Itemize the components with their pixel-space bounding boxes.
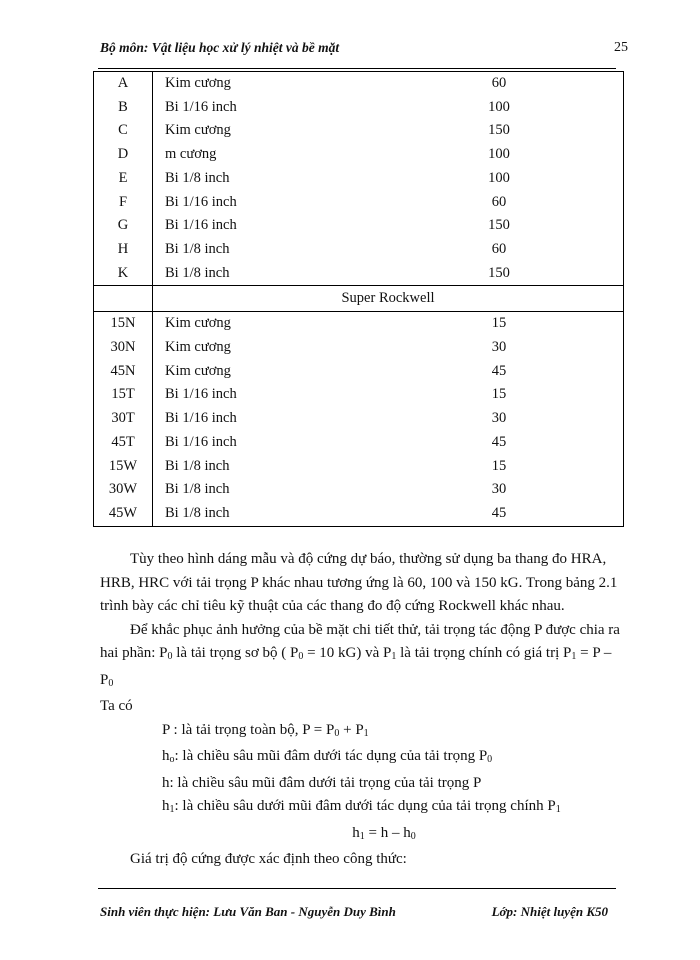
indenter-type: Kim cương: [153, 336, 336, 360]
ta-co-label: Ta có: [100, 698, 133, 714]
load-value: 60: [335, 72, 624, 96]
load-value: 45: [335, 431, 624, 455]
scale-symbol: F: [94, 191, 153, 215]
footer-class: Lớp: Nhiệt luyện K50: [491, 904, 608, 919]
table-row: [94, 383, 624, 407]
load-value: 100: [335, 143, 624, 167]
indenter-type: Bi 1/16 inch: [153, 407, 336, 431]
indenter-type: Bi 1/8 inch: [153, 262, 336, 286]
body-text: [100, 548, 628, 872]
table-row: [94, 191, 624, 215]
table-row: [94, 502, 624, 526]
load-value: 30: [335, 336, 624, 360]
paragraph-scales: Tùy theo hình dáng mẫu và độ cứng dự báo, thường sử dụng ba thang đo HRA, HRB, HRC với tải trọng P khác nhau tương ứng là 60, 100 và 150 kG. Trong bảng 2.1 trình bày các chỉ tiêu kỹ thuật của các thang đo độ cứng Rockwell khác nhau.: [100, 551, 618, 614]
indenter-type: Bi 1/8 inch: [153, 238, 336, 262]
indenter-type: Bi 1/8 inch: [153, 478, 336, 502]
definition-h0: $h_o$: là chiều sâu mũi đâm dưới tác dụng của tải trọng $P_0$: [162, 748, 493, 765]
page-number: 25: [614, 40, 628, 55]
table-row: [94, 407, 624, 431]
scale-symbol: 45N: [94, 360, 153, 384]
scale-symbol: 30N: [94, 336, 153, 360]
footer-rule: [98, 888, 616, 889]
definition-p: P : là tải trọng toàn bộ, $P = P_0 + P_1$: [162, 721, 369, 739]
load-value: 60: [335, 238, 624, 262]
scale-symbol: K: [94, 262, 153, 286]
table-row: [94, 96, 624, 120]
load-value: 45: [335, 360, 624, 384]
indenter-type: Bi 1/8 inch: [153, 502, 336, 526]
indenter-type: Bi 1/16 inch: [153, 431, 336, 455]
definition-h: h: là chiều sâu mũi đâm dưới tải trọng của tải trọng P: [162, 774, 482, 791]
header-rule: [98, 68, 616, 69]
indenter-type: Kim cương: [153, 360, 336, 384]
indenter-type: Bi 1/16 inch: [153, 96, 336, 120]
table-row: [94, 238, 624, 262]
scale-symbol: B: [94, 96, 153, 120]
load-value: 15: [335, 312, 624, 336]
indenter-type: Kim cương: [153, 119, 336, 143]
table-row: [94, 143, 624, 167]
formula-h1: $h_1 = h - h_0$: [352, 824, 416, 842]
indenter-type: Kim cương: [153, 312, 336, 336]
indenter-type: m cương: [153, 143, 336, 167]
scale-symbol: 30T: [94, 407, 153, 431]
table-row: [94, 262, 624, 286]
page-header: [100, 40, 628, 62]
load-value: 15: [335, 455, 624, 479]
load-value: 150: [335, 262, 624, 286]
indenter-type: Bi 1/8 inch: [153, 167, 336, 191]
load-value: 60: [335, 191, 624, 215]
footer-authors: Sinh viên thực hiện: Lưu Văn Ban - Nguyễn Duy Bình: [100, 904, 396, 919]
scale-symbol: 45W: [94, 502, 153, 526]
scale-symbol: 15W: [94, 455, 153, 479]
load-value: 100: [335, 96, 624, 120]
scale-symbol: 15N: [94, 312, 153, 336]
scale-symbol: 45T: [94, 431, 153, 455]
table-row: [94, 360, 624, 384]
definition-h1: $h_1$: là chiều sâu dưới mũi đâm dưới tác dụng của tải trọng chính $P_1$: [162, 798, 561, 815]
indenter-type: Bi 1/16 inch: [153, 191, 336, 215]
table-row: [94, 431, 624, 455]
load-value: 15: [335, 383, 624, 407]
load-value: 45: [335, 502, 624, 526]
scale-symbol: C: [94, 119, 153, 143]
table-row: [94, 455, 624, 479]
rockwell-scale-table: [93, 71, 624, 527]
indenter-type: Kim cương: [153, 72, 336, 96]
header-title: Bộ môn: Vật liệu học xử lý nhiệt và bề mặt: [100, 40, 340, 55]
load-value: 150: [335, 214, 624, 238]
scale-symbol: A: [94, 72, 153, 96]
load-value: 150: [335, 119, 624, 143]
load-value: 30: [335, 478, 624, 502]
scale-symbol: E: [94, 167, 153, 191]
page-footer: [100, 904, 628, 920]
table-row: [94, 336, 624, 360]
table-row: [94, 167, 624, 191]
section-title: Super Rockwell: [153, 286, 624, 312]
table-row: [94, 214, 624, 238]
table-row: [94, 478, 624, 502]
indenter-type: Bi 1/8 inch: [153, 455, 336, 479]
scale-symbol: 15T: [94, 383, 153, 407]
scale-symbol: H: [94, 238, 153, 262]
scale-symbol: G: [94, 214, 153, 238]
table-row: [94, 72, 624, 96]
load-value: 100: [335, 167, 624, 191]
table-section-row: [94, 286, 624, 312]
paragraph-load-split: Để khắc phục ảnh hưởng của bề mặt chi tiết thử, tải trọng tác động P được chia ra hai phần: $P_0$ là tải trọng sơ bộ ( $P_0 = 10$ kG) và $P_1$ là tải trọng chính có giá trị $P_1 = P - P_0$: [100, 621, 620, 689]
indenter-type: Bi 1/16 inch: [153, 214, 336, 238]
table-row: [94, 119, 624, 143]
scale-symbol: D: [94, 143, 153, 167]
indenter-type: Bi 1/16 inch: [153, 383, 336, 407]
scale-symbol: 30W: [94, 478, 153, 502]
paragraph-formula-intro: Giá trị độ cứng được xác định theo công thức:: [130, 851, 407, 867]
table-row: [94, 312, 624, 336]
load-value: 30: [335, 407, 624, 431]
